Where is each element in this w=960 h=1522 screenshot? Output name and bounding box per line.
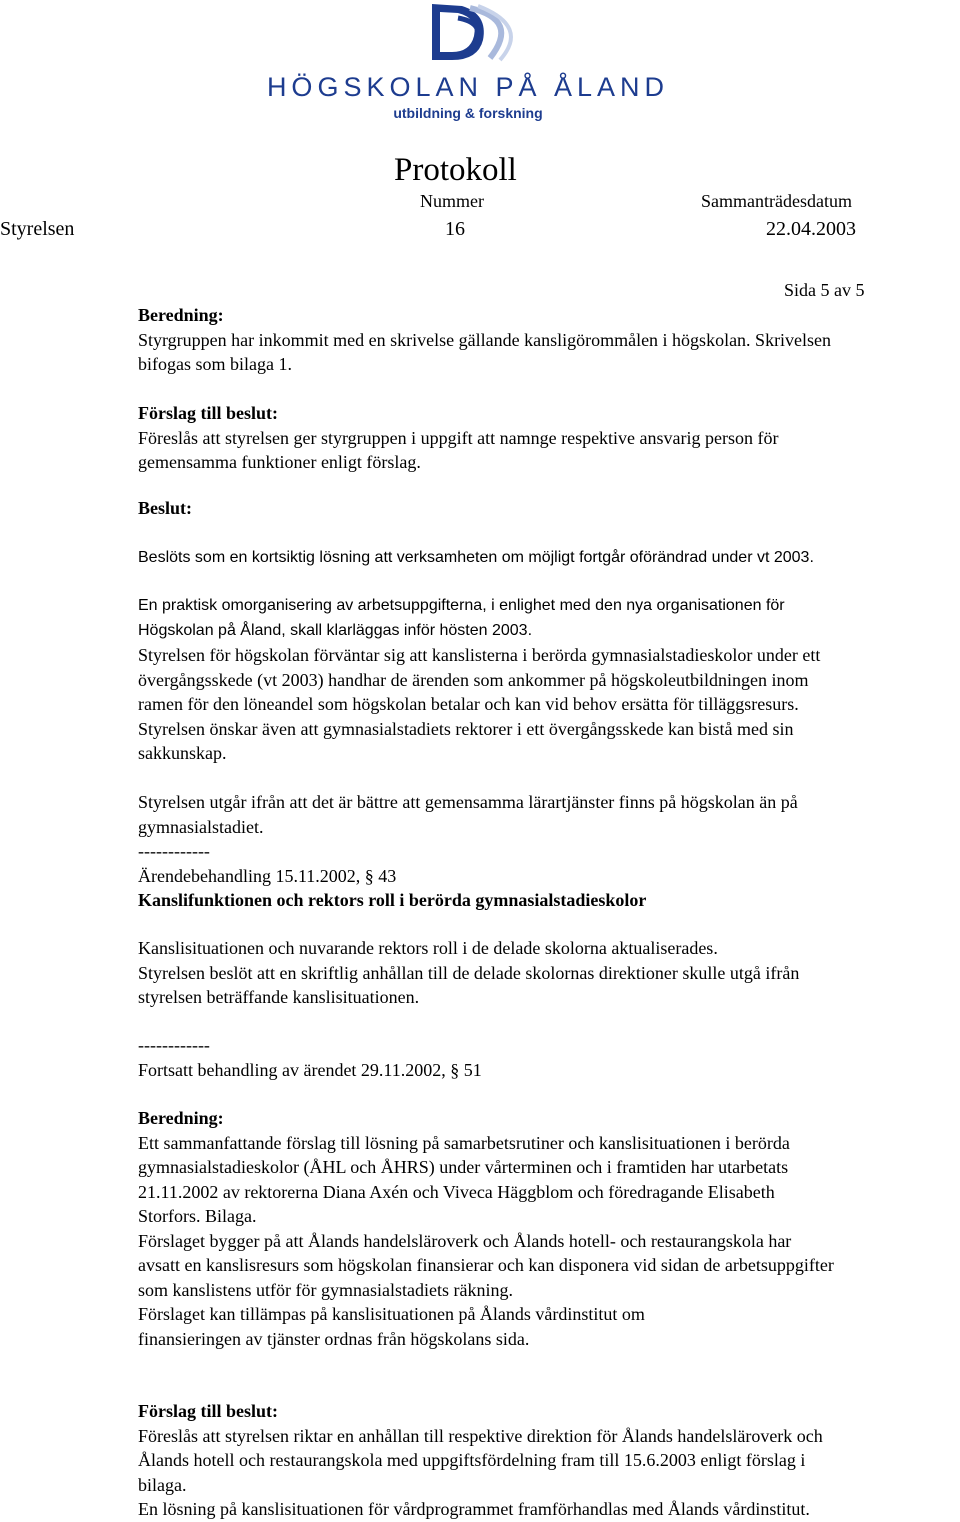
- forslag-heading: Förslag till beslut:: [138, 1401, 278, 1421]
- section-beredning-1: [138, 303, 958, 377]
- paragraph-line: avsatt en kanslisresurs som högskolan finansierar och kan disponera vid sidan de arbetsuppgifter: [138, 1255, 834, 1275]
- date-label: Sammanträdesdatum: [701, 191, 852, 211]
- paragraph-line: gemensamma funktioner enligt förslag.: [138, 452, 421, 472]
- paragraph-line: som kanslistens utför för gymnasialstadiets räkning.: [138, 1279, 513, 1300]
- paragraph-line: Styrelsen önskar även att gymnasialstadiets rektorer i ett övergångsskede kan bistå med sin: [138, 718, 794, 739]
- paragraph-line: Högskolan på Åland, skall klarläggas inför hösten 2003.: [138, 621, 533, 639]
- protocol-number: 16: [445, 218, 465, 240]
- logo-tagline: utbildning & forskning: [393, 105, 543, 121]
- paragraph-line: Styrgruppen har inkommit med en skrivelse gällande kansligörommålen i högskolan. Skrivelsen: [138, 329, 832, 350]
- kansli-paragraph: [138, 936, 958, 1010]
- organ-name: Styrelsen: [0, 218, 75, 240]
- paragraph-line: bifogas som bilaga 1.: [138, 354, 292, 374]
- beslut-heading: Beslut:: [138, 498, 192, 518]
- logo-emblem-icon: [432, 4, 511, 60]
- paragraph-line: finansieringen av tjänster ordnas från högskolans sida.: [138, 1328, 530, 1349]
- paragraph-line: övergångsskede (vt 2003) handhar de ärenden som ankommer på högskoleutbildningen inom: [138, 669, 809, 690]
- paragraph-line: 21.11.2002 av rektorerna Diana Axén och Viveca Häggblom och föredragande Elisabeth: [138, 1181, 775, 1202]
- praktisk-paragraph: [138, 594, 958, 643]
- paragraph-line: Föreslås att styrelsen ger styrgruppen i uppgift att namnge respektive ansvarig person för: [138, 427, 779, 448]
- paragraph-line: sakkunskap.: [138, 743, 227, 763]
- beslut-heading-block: [138, 496, 958, 521]
- paragraph-line: Föreslås att styrelsen riktar en anhållan till respektive direktion för Ålands handelsläroverk och: [138, 1425, 823, 1446]
- paragraph-line: Förslaget kan tillämpas på kanslisituationen på Ålands vårdinstitut om: [138, 1304, 645, 1324]
- paragraph-line: En praktisk omorganisering av arbetsuppgifterna, i enlighet med den nya organisationen för: [138, 597, 785, 614]
- paragraph-line: Beslöts som en kortsiktig lösning att verksamheten om möjligt fortgår oförändrad under vt 2003.: [138, 549, 814, 566]
- meeting-date: 22.04.2003: [766, 218, 856, 240]
- hogskolan-logo-icon: [0, 0, 960, 130]
- paragraph-line: Styrelsen utgår ifrån att det är bättre att gemensamma lärartjänster finns på högskolan än på: [138, 792, 798, 812]
- paragraph-line: Kanslisituationen och nuvarande rektors roll i de delade skolorna aktualiserades.: [138, 938, 718, 958]
- paragraph-line: gymnasialstadiet.: [138, 816, 264, 837]
- beredning-heading: Beredning:: [138, 1108, 224, 1128]
- arende-line: Ärendebehandling 15.11.2002, § 43: [138, 865, 397, 886]
- paragraph-line: Förslaget bygger på att Ålands handelsläroverk och Ålands hotell- och restaurangskola har: [138, 1230, 792, 1251]
- section-beredning-2: [138, 1106, 958, 1351]
- forslag-heading: Förslag till beslut:: [138, 403, 278, 423]
- fortsatt-line: Fortsatt behandling av ärendet 29.11.2002, § 51: [138, 1059, 482, 1080]
- beslut-text: [138, 546, 958, 571]
- section-forslag-1: [138, 401, 958, 475]
- paragraph-line: Ålands hotell och restaurangskola med uppgiftsfördelning fram till 15.6.2003 enligt förslag i: [138, 1450, 806, 1470]
- logo-header: [0, 0, 960, 130]
- paragraph-line: styrelsen beträffande kanslisituationen.: [138, 987, 420, 1007]
- arende-block: [138, 839, 958, 913]
- paragraph-line: ramen för den löneandel som högskolan betalar och kan vid behov ersätta för tilläggsresurs.: [138, 694, 799, 714]
- paragraph-line: Styrelsen för högskolan förväntar sig att kanslisterna i berörda gymnasialstadieskolor under ett: [138, 645, 821, 665]
- separator: ------------: [138, 1035, 210, 1055]
- document-title: Protokoll: [394, 152, 517, 188]
- paragraph-line: bilaga.: [138, 1474, 187, 1495]
- kansli-heading: Kanslifunktionen och rektors roll i berörda gymnasialstadieskolor: [138, 890, 647, 910]
- utgar-paragraph: [138, 790, 958, 839]
- paragraph-line: gymnasialstadieskolor (ÅHL och ÅHRS) under vårterminen och i framtiden har utarbetats: [138, 1157, 789, 1177]
- fortsatt-block: [138, 1033, 958, 1082]
- number-label: Nummer: [420, 191, 484, 211]
- section-forslag-2: [138, 1399, 958, 1522]
- paragraph-line: Ett sammanfattande förslag till lösning på samarbetsrutiner och kanslisituationen i berörda: [138, 1132, 790, 1153]
- paragraph-line: En lösning på kanslisituationen för vårdprogrammet framförhandlas med Ålands vårdinstitut.: [138, 1499, 810, 1519]
- logo-name: HÖGSKOLAN PÅ ÅLAND: [266, 72, 670, 102]
- forvantar-paragraph: [138, 643, 958, 766]
- page-number: Sida 5 av 5: [784, 280, 865, 300]
- paragraph-line: Storfors. Bilaga.: [138, 1206, 257, 1226]
- separator: ------------: [138, 841, 210, 861]
- beredning-heading: Beredning:: [138, 305, 224, 325]
- paragraph-line: Styrelsen beslöt att en skriftlig anhållan till de delade skolornas direktioner skulle utgå ifrån: [138, 962, 800, 983]
